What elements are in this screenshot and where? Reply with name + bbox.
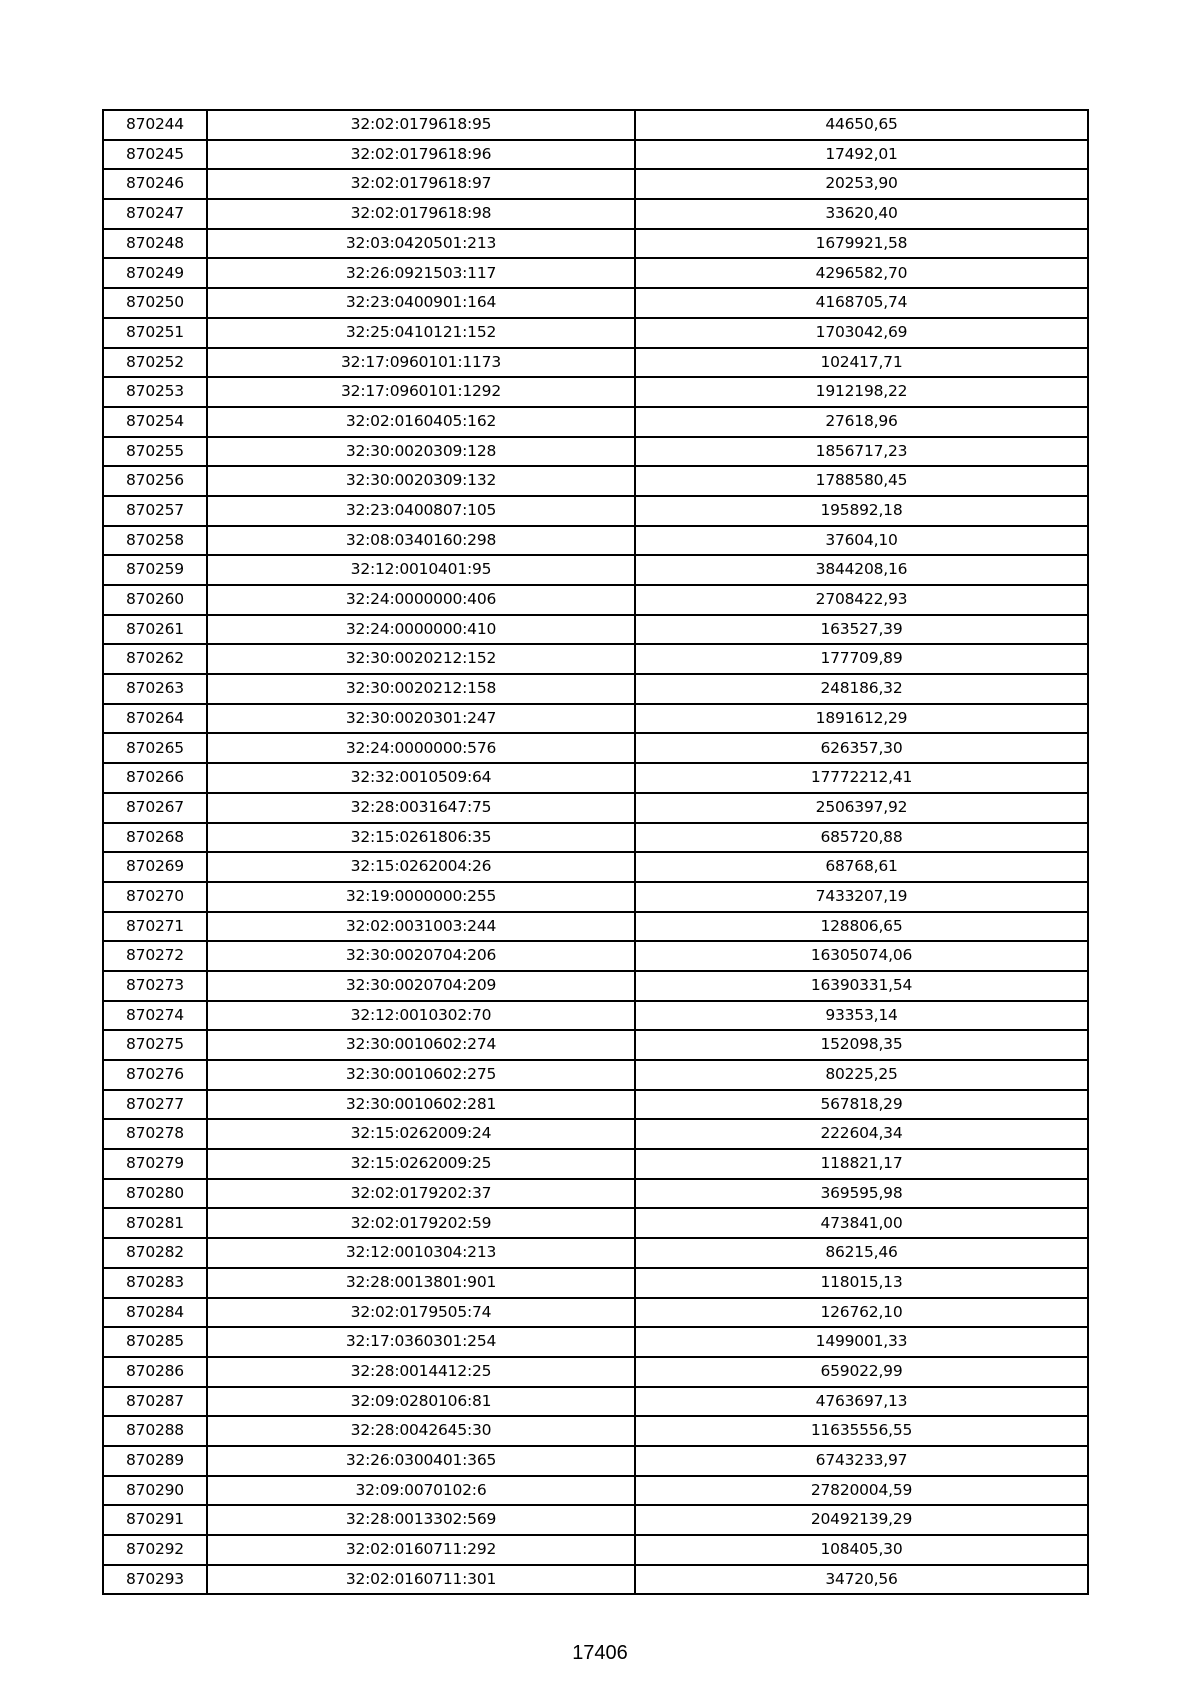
- row-number-cell: 870255: [103, 437, 207, 467]
- cadastral-value-table: [102, 109, 1089, 1595]
- cadastral-number-cell: 32:28:0042645:30: [207, 1416, 635, 1446]
- cadastral-number-cell: 32:24:0000000:406: [207, 585, 635, 615]
- cadastral-value-cell: 11635556,55: [635, 1416, 1088, 1446]
- cadastral-value-cell: 34720,56: [635, 1565, 1088, 1595]
- cadastral-number-cell: 32:15:0262004:26: [207, 852, 635, 882]
- row-number-cell: 870260: [103, 585, 207, 615]
- cadastral-value-cell: 177709,89: [635, 644, 1088, 674]
- row-number-cell: 870278: [103, 1119, 207, 1149]
- cadastral-value-cell: 1679921,58: [635, 229, 1088, 259]
- table-row: [103, 1001, 1088, 1031]
- table-row: [103, 704, 1088, 734]
- row-number-cell: 870252: [103, 348, 207, 378]
- cadastral-value-cell: 659022,99: [635, 1357, 1088, 1387]
- cadastral-number-cell: 32:24:0000000:410: [207, 615, 635, 645]
- table-row: [103, 971, 1088, 1001]
- cadastral-value-cell: 6743233,97: [635, 1446, 1088, 1476]
- page-number: 17406: [572, 1642, 628, 1664]
- cadastral-number-cell: 32:30:0010602:274: [207, 1030, 635, 1060]
- cadastral-number-cell: 32:30:0010602:281: [207, 1090, 635, 1120]
- table-row: [103, 407, 1088, 437]
- row-number-cell: 870251: [103, 318, 207, 348]
- cadastral-value-cell: 163527,39: [635, 615, 1088, 645]
- table-row: [103, 377, 1088, 407]
- table-row: [103, 941, 1088, 971]
- row-number-cell: 870266: [103, 763, 207, 793]
- table-row: [103, 1149, 1088, 1179]
- row-number-cell: 870250: [103, 288, 207, 318]
- table-row: [103, 823, 1088, 853]
- table-row: [103, 437, 1088, 467]
- cadastral-number-cell: 32:02:0160405:162: [207, 407, 635, 437]
- cadastral-value-cell: 369595,98: [635, 1179, 1088, 1209]
- row-number-cell: 870259: [103, 555, 207, 585]
- table-row: [103, 110, 1088, 140]
- cadastral-number-cell: 32:02:0160711:292: [207, 1535, 635, 1565]
- table-row: [103, 1565, 1088, 1595]
- row-number-cell: 870254: [103, 407, 207, 437]
- cadastral-value-cell: 27820004,59: [635, 1476, 1088, 1506]
- table-row: [103, 1090, 1088, 1120]
- cadastral-value-cell: 1499001,33: [635, 1327, 1088, 1357]
- row-number-cell: 870269: [103, 852, 207, 882]
- table-row: [103, 555, 1088, 585]
- table-row: [103, 882, 1088, 912]
- cadastral-value-cell: 4763697,13: [635, 1387, 1088, 1417]
- cadastral-number-cell: 32:12:0010304:213: [207, 1238, 635, 1268]
- table-row: [103, 258, 1088, 288]
- table-row: [103, 1505, 1088, 1535]
- cadastral-value-cell: 152098,35: [635, 1030, 1088, 1060]
- cadastral-number-cell: 32:02:0179202:37: [207, 1179, 635, 1209]
- cadastral-number-cell: 32:08:0340160:298: [207, 526, 635, 556]
- cadastral-value-cell: 1788580,45: [635, 466, 1088, 496]
- cadastral-value-cell: 7433207,19: [635, 882, 1088, 912]
- table-row: [103, 1179, 1088, 1209]
- table-row: [103, 1238, 1088, 1268]
- row-number-cell: 870248: [103, 229, 207, 259]
- cadastral-number-cell: 32:26:0300401:365: [207, 1446, 635, 1476]
- cadastral-value-cell: 17772212,41: [635, 763, 1088, 793]
- row-number-cell: 870261: [103, 615, 207, 645]
- cadastral-value-cell: 1891612,29: [635, 704, 1088, 734]
- table-row: [103, 644, 1088, 674]
- cadastral-number-cell: 32:30:0010602:275: [207, 1060, 635, 1090]
- table-row: [103, 763, 1088, 793]
- row-number-cell: 870293: [103, 1565, 207, 1595]
- row-number-cell: 870277: [103, 1090, 207, 1120]
- cadastral-value-cell: 685720,88: [635, 823, 1088, 853]
- cadastral-value-cell: 195892,18: [635, 496, 1088, 526]
- cadastral-value-cell: 473841,00: [635, 1208, 1088, 1238]
- cadastral-value-cell: 4168705,74: [635, 288, 1088, 318]
- cadastral-number-cell: 32:32:0010509:64: [207, 763, 635, 793]
- table-row: [103, 793, 1088, 823]
- table-row: [103, 1357, 1088, 1387]
- cadastral-value-cell: 128806,65: [635, 912, 1088, 942]
- cadastral-value-cell: 68768,61: [635, 852, 1088, 882]
- cadastral-value-cell: 16390331,54: [635, 971, 1088, 1001]
- row-number-cell: 870285: [103, 1327, 207, 1357]
- row-number-cell: 870253: [103, 377, 207, 407]
- row-number-cell: 870256: [103, 466, 207, 496]
- row-number-cell: 870270: [103, 882, 207, 912]
- cadastral-number-cell: 32:28:0013801:901: [207, 1268, 635, 1298]
- cadastral-value-cell: 33620,40: [635, 199, 1088, 229]
- row-number-cell: 870287: [103, 1387, 207, 1417]
- cadastral-value-cell: 222604,34: [635, 1119, 1088, 1149]
- row-number-cell: 870291: [103, 1505, 207, 1535]
- row-number-cell: 870268: [103, 823, 207, 853]
- row-number-cell: 870267: [103, 793, 207, 823]
- table-row: [103, 288, 1088, 318]
- cadastral-number-cell: 32:23:0400807:105: [207, 496, 635, 526]
- row-number-cell: 870244: [103, 110, 207, 140]
- cadastral-value-cell: 37604,10: [635, 526, 1088, 556]
- cadastral-value-cell: 567818,29: [635, 1090, 1088, 1120]
- cadastral-number-cell: 32:30:0020309:128: [207, 437, 635, 467]
- cadastral-value-cell: 27618,96: [635, 407, 1088, 437]
- table-row: [103, 1030, 1088, 1060]
- table-row: [103, 1208, 1088, 1238]
- table-row: [103, 733, 1088, 763]
- row-number-cell: 870265: [103, 733, 207, 763]
- table-row: [103, 348, 1088, 378]
- cadastral-value-cell: 44650,65: [635, 110, 1088, 140]
- cadastral-number-cell: 32:03:0420501:213: [207, 229, 635, 259]
- cadastral-value-cell: 16305074,06: [635, 941, 1088, 971]
- cadastral-number-cell: 32:30:0020704:206: [207, 941, 635, 971]
- cadastral-number-cell: 32:23:0400901:164: [207, 288, 635, 318]
- row-number-cell: 870274: [103, 1001, 207, 1031]
- cadastral-number-cell: 32:02:0179618:98: [207, 199, 635, 229]
- table-row: [103, 1119, 1088, 1149]
- cadastral-number-cell: 32:28:0031647:75: [207, 793, 635, 823]
- cadastral-number-cell: 32:19:0000000:255: [207, 882, 635, 912]
- table-row: [103, 1327, 1088, 1357]
- row-number-cell: 870276: [103, 1060, 207, 1090]
- cadastral-number-cell: 32:12:0010401:95: [207, 555, 635, 585]
- cadastral-number-cell: 32:02:0179505:74: [207, 1298, 635, 1328]
- cadastral-value-cell: 80225,25: [635, 1060, 1088, 1090]
- cadastral-number-cell: 32:02:0179618:97: [207, 169, 635, 199]
- cadastral-number-cell: 32:25:0410121:152: [207, 318, 635, 348]
- cadastral-number-cell: 32:09:0070102:6: [207, 1476, 635, 1506]
- table-row: [103, 1387, 1088, 1417]
- table-row: [103, 466, 1088, 496]
- row-number-cell: 870290: [103, 1476, 207, 1506]
- row-number-cell: 870281: [103, 1208, 207, 1238]
- row-number-cell: 870273: [103, 971, 207, 1001]
- cadastral-value-cell: 3844208,16: [635, 555, 1088, 585]
- row-number-cell: 870245: [103, 140, 207, 170]
- cadastral-value-cell: 118821,17: [635, 1149, 1088, 1179]
- cadastral-value-cell: 102417,71: [635, 348, 1088, 378]
- cadastral-value-cell: 248186,32: [635, 674, 1088, 704]
- table-row: [103, 496, 1088, 526]
- table-row: [103, 526, 1088, 556]
- table-row: [103, 1060, 1088, 1090]
- cadastral-value-cell: 17492,01: [635, 140, 1088, 170]
- cadastral-number-cell: 32:15:0261806:35: [207, 823, 635, 853]
- cadastral-number-cell: 32:28:0014412:25: [207, 1357, 635, 1387]
- cadastral-number-cell: 32:30:0020212:158: [207, 674, 635, 704]
- cadastral-number-cell: 32:02:0179618:95: [207, 110, 635, 140]
- row-number-cell: 870258: [103, 526, 207, 556]
- row-number-cell: 870282: [103, 1238, 207, 1268]
- cadastral-number-cell: 32:02:0179202:59: [207, 1208, 635, 1238]
- cadastral-number-cell: 32:17:0360301:254: [207, 1327, 635, 1357]
- cadastral-value-cell: 2708422,93: [635, 585, 1088, 615]
- cadastral-number-cell: 32:30:0020704:209: [207, 971, 635, 1001]
- row-number-cell: 870286: [103, 1357, 207, 1387]
- cadastral-number-cell: 32:12:0010302:70: [207, 1001, 635, 1031]
- row-number-cell: 870284: [103, 1298, 207, 1328]
- row-number-cell: 870279: [103, 1149, 207, 1179]
- row-number-cell: 870283: [103, 1268, 207, 1298]
- cadastral-number-cell: 32:28:0013302:569: [207, 1505, 635, 1535]
- cadastral-number-cell: 32:15:0262009:24: [207, 1119, 635, 1149]
- cadastral-value-cell: 20492139,29: [635, 1505, 1088, 1535]
- row-number-cell: 870246: [103, 169, 207, 199]
- cadastral-value-cell: 626357,30: [635, 733, 1088, 763]
- table-row: [103, 318, 1088, 348]
- table-row: [103, 199, 1088, 229]
- cadastral-number-cell: 32:02:0179618:96: [207, 140, 635, 170]
- cadastral-value-cell: 1856717,23: [635, 437, 1088, 467]
- cadastral-value-cell: 1912198,22: [635, 377, 1088, 407]
- cadastral-number-cell: 32:09:0280106:81: [207, 1387, 635, 1417]
- row-number-cell: 870271: [103, 912, 207, 942]
- row-number-cell: 870262: [103, 644, 207, 674]
- cadastral-value-cell: 108405,30: [635, 1535, 1088, 1565]
- table-body: [103, 110, 1088, 1594]
- row-number-cell: 870249: [103, 258, 207, 288]
- table-row: [103, 140, 1088, 170]
- row-number-cell: 870257: [103, 496, 207, 526]
- row-number-cell: 870263: [103, 674, 207, 704]
- table-row: [103, 1535, 1088, 1565]
- cadastral-number-cell: 32:15:0262009:25: [207, 1149, 635, 1179]
- table-row: [103, 1416, 1088, 1446]
- cadastral-number-cell: 32:30:0020212:152: [207, 644, 635, 674]
- table-row: [103, 585, 1088, 615]
- cadastral-value-cell: 4296582,70: [635, 258, 1088, 288]
- cadastral-number-cell: 32:17:0960101:1173: [207, 348, 635, 378]
- table-row: [103, 1268, 1088, 1298]
- cadastral-number-cell: 32:02:0031003:244: [207, 912, 635, 942]
- cadastral-value-cell: 20253,90: [635, 169, 1088, 199]
- table-row: [103, 1298, 1088, 1328]
- row-number-cell: 870247: [103, 199, 207, 229]
- cadastral-value-cell: 1703042,69: [635, 318, 1088, 348]
- row-number-cell: 870292: [103, 1535, 207, 1565]
- table-row: [103, 912, 1088, 942]
- cadastral-number-cell: 32:02:0160711:301: [207, 1565, 635, 1595]
- cadastral-value-cell: 126762,10: [635, 1298, 1088, 1328]
- table-row: [103, 1446, 1088, 1476]
- table-row: [103, 229, 1088, 259]
- cadastral-value-cell: 2506397,92: [635, 793, 1088, 823]
- cadastral-number-cell: 32:17:0960101:1292: [207, 377, 635, 407]
- cadastral-number-cell: 32:30:0020301:247: [207, 704, 635, 734]
- cadastral-value-cell: 118015,13: [635, 1268, 1088, 1298]
- table-row: [103, 674, 1088, 704]
- table-row: [103, 1476, 1088, 1506]
- row-number-cell: 870272: [103, 941, 207, 971]
- row-number-cell: 870264: [103, 704, 207, 734]
- cadastral-value-cell: 93353,14: [635, 1001, 1088, 1031]
- table-row: [103, 852, 1088, 882]
- cadastral-number-cell: 32:30:0020309:132: [207, 466, 635, 496]
- table-row: [103, 615, 1088, 645]
- table-row: [103, 169, 1088, 199]
- row-number-cell: 870275: [103, 1030, 207, 1060]
- cadastral-number-cell: 32:26:0921503:117: [207, 258, 635, 288]
- row-number-cell: 870280: [103, 1179, 207, 1209]
- row-number-cell: 870289: [103, 1446, 207, 1476]
- row-number-cell: 870288: [103, 1416, 207, 1446]
- cadastral-value-cell: 86215,46: [635, 1238, 1088, 1268]
- cadastral-number-cell: 32:24:0000000:576: [207, 733, 635, 763]
